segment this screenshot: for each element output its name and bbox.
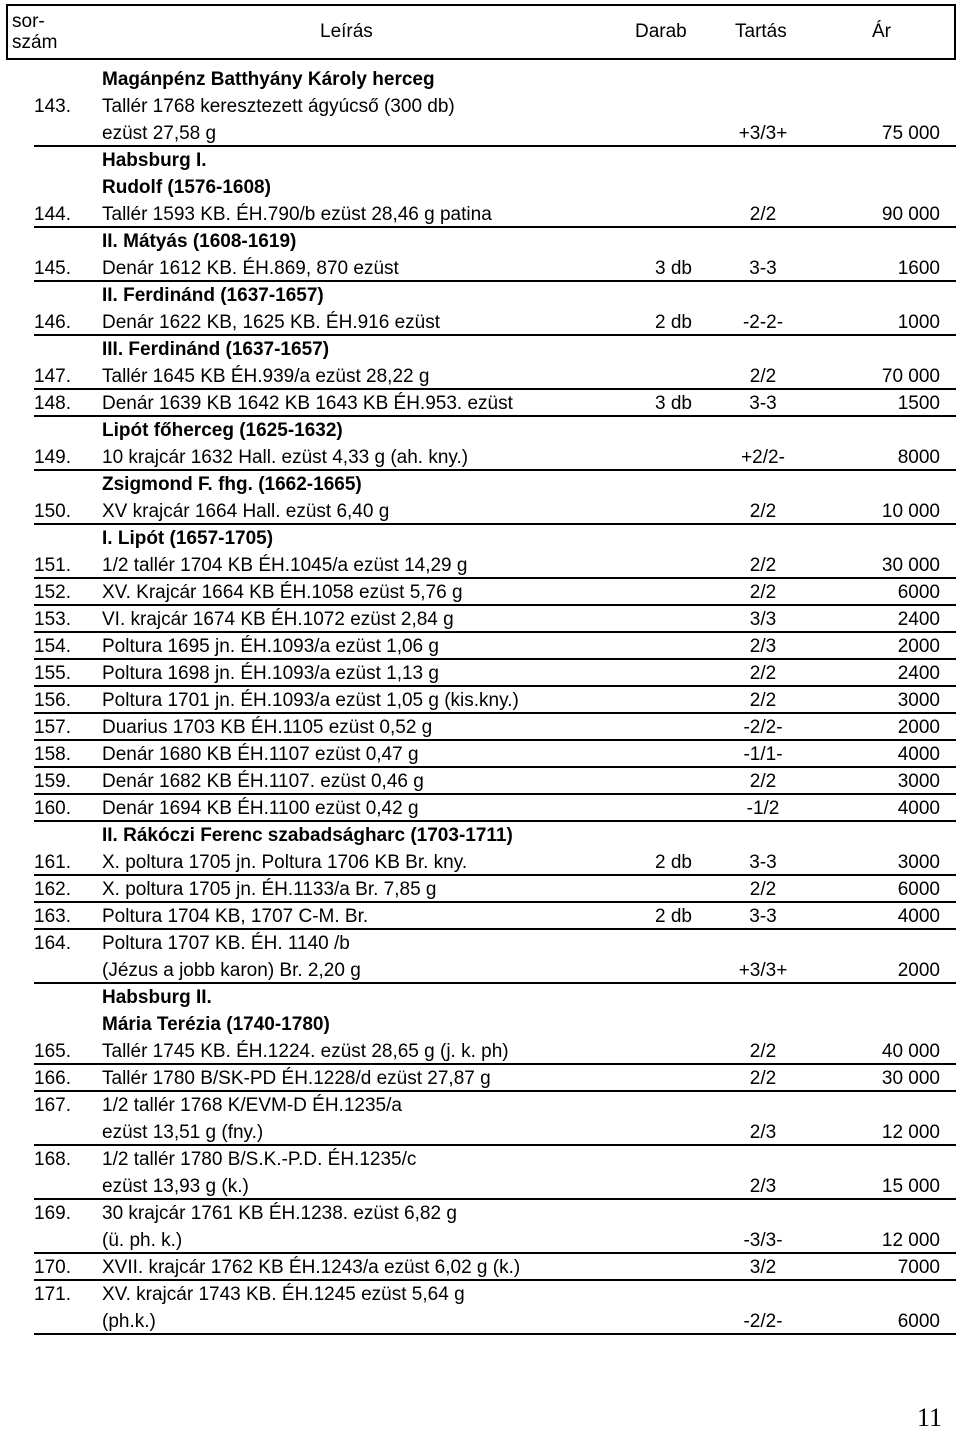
section-heading (0, 984, 960, 1011)
table-row (0, 876, 960, 903)
description-line: Poltura 1707 KB. ÉH. 1140 /b (102, 933, 350, 954)
description-line: (ph.k.) (102, 1311, 156, 1332)
heading-text (102, 1011, 330, 1038)
description-line: (Jézus a jobb karon) Br. 2,20 g (102, 960, 361, 981)
description-line: Mária Terézia (1740-1780) (102, 1014, 330, 1035)
item-description (102, 1038, 509, 1065)
table-row (0, 498, 960, 525)
lot-number: 170. (34, 1257, 71, 1278)
price: 2000 (897, 717, 940, 738)
grade: 3-3 (749, 393, 777, 414)
item-description (102, 93, 455, 147)
header-quantity: Darab (635, 21, 687, 42)
item-description (102, 687, 519, 714)
description-line: VI. krajcár 1674 KB ÉH.1072 ezüst 2,84 g (102, 609, 454, 630)
grade: -1/2 (746, 798, 780, 819)
item-description (102, 876, 437, 903)
item-description (102, 390, 513, 417)
item-description (102, 768, 424, 795)
price: 12 000 (881, 1122, 940, 1143)
table-row (0, 1254, 960, 1281)
description-line: Tallér 1593 KB. ÉH.790/b ezüst 28,46 g patina (102, 204, 492, 225)
section-heading (0, 174, 960, 201)
item-description (102, 930, 361, 984)
description-line: XVII. krajcár 1762 KB ÉH.1243/a ezüst 6,02 g (k.) (102, 1257, 521, 1278)
price: 8000 (897, 447, 940, 468)
lot-number: 151. (34, 555, 71, 576)
item-description (102, 255, 399, 282)
item-description (102, 498, 389, 525)
description-line: Denár 1622 KB, 1625 KB. ÉH.916 ezüst (102, 312, 440, 333)
description-line: X. poltura 1705 jn. ÉH.1133/a Br. 7,85 g (102, 879, 437, 900)
table-header (6, 4, 956, 60)
item-description (102, 1092, 402, 1146)
price: 6000 (897, 879, 940, 900)
grade: 3-3 (749, 852, 777, 873)
grade: 2/2 (749, 1068, 777, 1089)
price: 90 000 (881, 204, 940, 225)
description-line: Denár 1680 KB ÉH.1107 ezüst 0,47 g (102, 744, 419, 765)
description-line: ezüst 27,58 g (102, 123, 217, 144)
description-line: Lipót főherceg (1625-1632) (102, 420, 343, 441)
price: 10 000 (881, 501, 940, 522)
section-heading (0, 228, 960, 255)
grade: 2/3 (749, 1176, 777, 1197)
table-row (0, 849, 960, 876)
grade: -2-2- (742, 312, 784, 333)
table-row (0, 1092, 960, 1146)
section-heading (0, 417, 960, 444)
header-price: Ár (872, 21, 891, 42)
table-row (0, 1146, 960, 1200)
lot-number: 147. (34, 366, 71, 387)
grade: 2/2 (749, 690, 777, 711)
lot-number: 152. (34, 582, 71, 603)
heading-text (102, 336, 329, 363)
grade: 2/2 (749, 204, 777, 225)
lot-number: 160. (34, 798, 71, 819)
description-line: XV krajcár 1664 Hall. ezüst 6,40 g (102, 501, 390, 522)
quantity: 2 db (655, 312, 692, 333)
section-heading (0, 282, 960, 309)
price: 1000 (897, 312, 940, 333)
item-description (102, 714, 432, 741)
lot-number: 166. (34, 1068, 71, 1089)
item-description (102, 363, 429, 390)
table-row (0, 768, 960, 795)
header-description: Leírás (320, 21, 373, 42)
item-description (102, 660, 439, 687)
lot-number: 150. (34, 501, 71, 522)
lot-number: 164. (34, 933, 71, 954)
table-row (0, 687, 960, 714)
table-row (0, 255, 960, 282)
coin-list (0, 66, 960, 1335)
quantity: 2 db (655, 906, 692, 927)
price: 75 000 (881, 123, 940, 144)
lot-number: 167. (34, 1095, 71, 1116)
description-line: Denár 1694 KB ÉH.1100 ezüst 0,42 g (102, 798, 419, 819)
heading-text (102, 174, 271, 201)
table-row (0, 1281, 960, 1335)
description-line: Rudolf (1576-1608) (102, 177, 271, 198)
lot-number: 144. (34, 204, 71, 225)
description-line: X. poltura 1705 jn. Poltura 1706 KB Br. kny. (102, 852, 468, 873)
description-line: ezüst 13,51 g (fny.) (102, 1122, 264, 1143)
lot-number: 155. (34, 663, 71, 684)
lot-number: 146. (34, 312, 71, 333)
grade: 2/2 (749, 501, 777, 522)
heading-text (102, 66, 435, 93)
item-description (102, 795, 419, 822)
heading-text (102, 147, 207, 174)
grade: 2/2 (749, 771, 777, 792)
lot-number: 148. (34, 393, 71, 414)
price: 2400 (897, 609, 940, 630)
item-description (102, 444, 468, 471)
price: 1500 (897, 393, 940, 414)
grade: 2/2 (749, 555, 777, 576)
item-description (102, 903, 368, 930)
section-heading (0, 66, 960, 93)
price: 4000 (897, 744, 940, 765)
item-description (102, 1065, 491, 1092)
header-grade: Tartás (735, 21, 787, 42)
price: 15 000 (881, 1176, 940, 1197)
lot-number: 149. (34, 447, 71, 468)
section-heading (0, 471, 960, 498)
item-description (102, 1200, 457, 1254)
page-number: 11 (917, 1403, 943, 1432)
lot-number: 171. (34, 1284, 71, 1305)
price: 6000 (897, 582, 940, 603)
item-description (102, 849, 467, 876)
grade: -1/1- (743, 744, 783, 765)
price: 3000 (897, 690, 940, 711)
section-heading (0, 1011, 960, 1038)
table-row (0, 606, 960, 633)
grade: -3/3- (743, 1230, 783, 1251)
table-row (0, 444, 960, 471)
heading-text (102, 282, 324, 309)
description-line: II. Rákóczi Ferenc szabadságharc (1703-1711) (102, 825, 513, 846)
grade: +3/3+ (738, 960, 788, 981)
description-line: Habsburg I. (102, 150, 207, 171)
description-line: Poltura 1704 KB, 1707 C-M. Br. (102, 906, 369, 927)
table-row (0, 795, 960, 822)
description-line: Poltura 1695 jn. ÉH.1093/a ezüst 1,06 g (102, 636, 439, 657)
price: 2000 (897, 960, 940, 981)
price: 3000 (897, 771, 940, 792)
description-line: Poltura 1701 jn. ÉH.1093/a ezüst 1,05 g (kis.kny.) (102, 690, 519, 711)
price: 12 000 (881, 1230, 940, 1251)
description-line: 10 krajcár 1632 Hall. ezüst 4,33 g (ah. kny.) (102, 447, 469, 468)
description-line: XV. Krajcár 1664 KB ÉH.1058 ezüst 5,76 g (102, 582, 463, 603)
description-line: 1/2 tallér 1768 K/EVM-D ÉH.1235/a (102, 1095, 402, 1116)
heading-text (102, 984, 212, 1011)
item-description (102, 1254, 520, 1281)
description-line: I. Lipót (1657-1705) (102, 528, 274, 549)
table-row (0, 1065, 960, 1092)
price: 2400 (897, 663, 940, 684)
table-row (0, 201, 960, 228)
price: 1600 (897, 258, 940, 279)
description-line: (ü. ph. k.) (102, 1230, 183, 1251)
price: 3000 (897, 852, 940, 873)
lot-number: 153. (34, 609, 71, 630)
grade: 2/3 (749, 636, 777, 657)
table-row (0, 390, 960, 417)
grade: 3-3 (749, 258, 777, 279)
price: 30 000 (881, 1068, 940, 1089)
lot-number: 169. (34, 1203, 71, 1224)
table-row (0, 930, 960, 984)
description-line: Tallér 1768 keresztezett ágyúcső (300 db) (102, 96, 455, 117)
section-heading (0, 147, 960, 174)
description-line: II. Mátyás (1608-1619) (102, 231, 297, 252)
lot-number: 165. (34, 1041, 71, 1062)
grade: 3/2 (749, 1257, 777, 1278)
description-line: Poltura 1698 jn. ÉH.1093/a ezüst 1,13 g (102, 663, 439, 684)
table-row (0, 552, 960, 579)
header-number: sor- szám (12, 11, 58, 53)
description-line: Magánpénz Batthyány Károly herceg (102, 69, 435, 90)
heading-text (102, 822, 513, 849)
description-line: Tallér 1780 B/SK-PD ÉH.1228/d ezüst 27,87 g (102, 1068, 491, 1089)
description-line: Denár 1639 KB 1642 KB 1643 KB ÉH.953. ezüst (102, 393, 513, 414)
section-heading (0, 336, 960, 363)
item-description (102, 633, 439, 660)
description-line: III. Ferdinánd (1637-1657) (102, 339, 330, 360)
table-row (0, 714, 960, 741)
quantity: 3 db (655, 258, 692, 279)
table-row (0, 741, 960, 768)
lot-number: 163. (34, 906, 71, 927)
grade: 3-3 (749, 906, 777, 927)
grade: 2/2 (749, 582, 777, 603)
item-description (102, 1281, 465, 1335)
price: 30 000 (881, 555, 940, 576)
lot-number: 168. (34, 1149, 71, 1170)
grade: 2/2 (749, 1041, 777, 1062)
table-row (0, 633, 960, 660)
grade: -2/2- (743, 1311, 783, 1332)
heading-text (102, 471, 362, 498)
description-line: ezüst 13,93 g (k.) (102, 1176, 249, 1197)
table-row (0, 1200, 960, 1254)
lot-number: 143. (34, 96, 71, 117)
grade: +2/2- (741, 447, 785, 468)
price: 70 000 (881, 366, 940, 387)
item-description (102, 741, 419, 768)
description-line: 1/2 tallér 1704 KB ÉH.1045/a ezüst 14,29 g (102, 555, 468, 576)
description-line: II. Ferdinánd (1637-1657) (102, 285, 324, 306)
description-line: Denár 1682 KB ÉH.1107. ezüst 0,46 g (102, 771, 424, 792)
description-line: Tallér 1745 KB. ÉH.1224. ezüst 28,65 g (j. k. ph) (102, 1041, 509, 1062)
grade: 3/3 (749, 609, 777, 630)
price: 6000 (897, 1311, 940, 1332)
grade: 2/2 (749, 366, 777, 387)
table-row (0, 363, 960, 390)
quantity: 2 db (655, 852, 692, 873)
heading-text (102, 417, 343, 444)
section-heading (0, 525, 960, 552)
item-description (102, 606, 454, 633)
grade: +3/3+ (738, 123, 788, 144)
description-line: Zsigmond F. fhg. (1662-1665) (102, 474, 362, 495)
lot-number: 161. (34, 852, 71, 873)
grade: 2/2 (749, 879, 777, 900)
heading-text (102, 228, 296, 255)
price: 7000 (897, 1257, 940, 1278)
description-line: Tallér 1645 KB ÉH.939/a ezüst 28,22 g (102, 366, 430, 387)
description-line: 1/2 tallér 1780 B/S.K.-P.D. ÉH.1235/c (102, 1149, 417, 1170)
lot-number: 157. (34, 717, 71, 738)
description-line: XV. krajcár 1743 KB. ÉH.1245 ezüst 5,64 g (102, 1284, 465, 1305)
grade: -2/2- (743, 717, 783, 738)
price: 4000 (897, 906, 940, 927)
lot-number: 158. (34, 744, 71, 765)
table-row (0, 660, 960, 687)
lot-number: 159. (34, 771, 71, 792)
heading-text (102, 525, 273, 552)
price: 2000 (897, 636, 940, 657)
lot-number: 162. (34, 879, 71, 900)
item-description (102, 309, 440, 336)
description-line: Habsburg II. (102, 987, 212, 1008)
price: 40 000 (881, 1041, 940, 1062)
table-row (0, 309, 960, 336)
table-row (0, 579, 960, 606)
grade: 2/2 (749, 663, 777, 684)
quantity: 3 db (655, 393, 692, 414)
lot-number: 154. (34, 636, 71, 657)
table-row (0, 93, 960, 147)
grade: 2/3 (749, 1122, 777, 1143)
description-line: Denár 1612 KB. ÉH.869, 870 ezüst (102, 258, 399, 279)
item-description (102, 552, 467, 579)
price: 4000 (897, 798, 940, 819)
description-line: 30 krajcár 1761 KB ÉH.1238. ezüst 6,82 g (102, 1203, 457, 1224)
section-heading (0, 822, 960, 849)
table-row (0, 1038, 960, 1065)
lot-number: 156. (34, 690, 71, 711)
item-description (102, 1146, 416, 1200)
lot-number: 145. (34, 258, 71, 279)
table-row (0, 903, 960, 930)
description-line: Duarius 1703 KB ÉH.1105 ezüst 0,52 g (102, 717, 433, 738)
item-description (102, 579, 463, 606)
item-description (102, 201, 492, 228)
